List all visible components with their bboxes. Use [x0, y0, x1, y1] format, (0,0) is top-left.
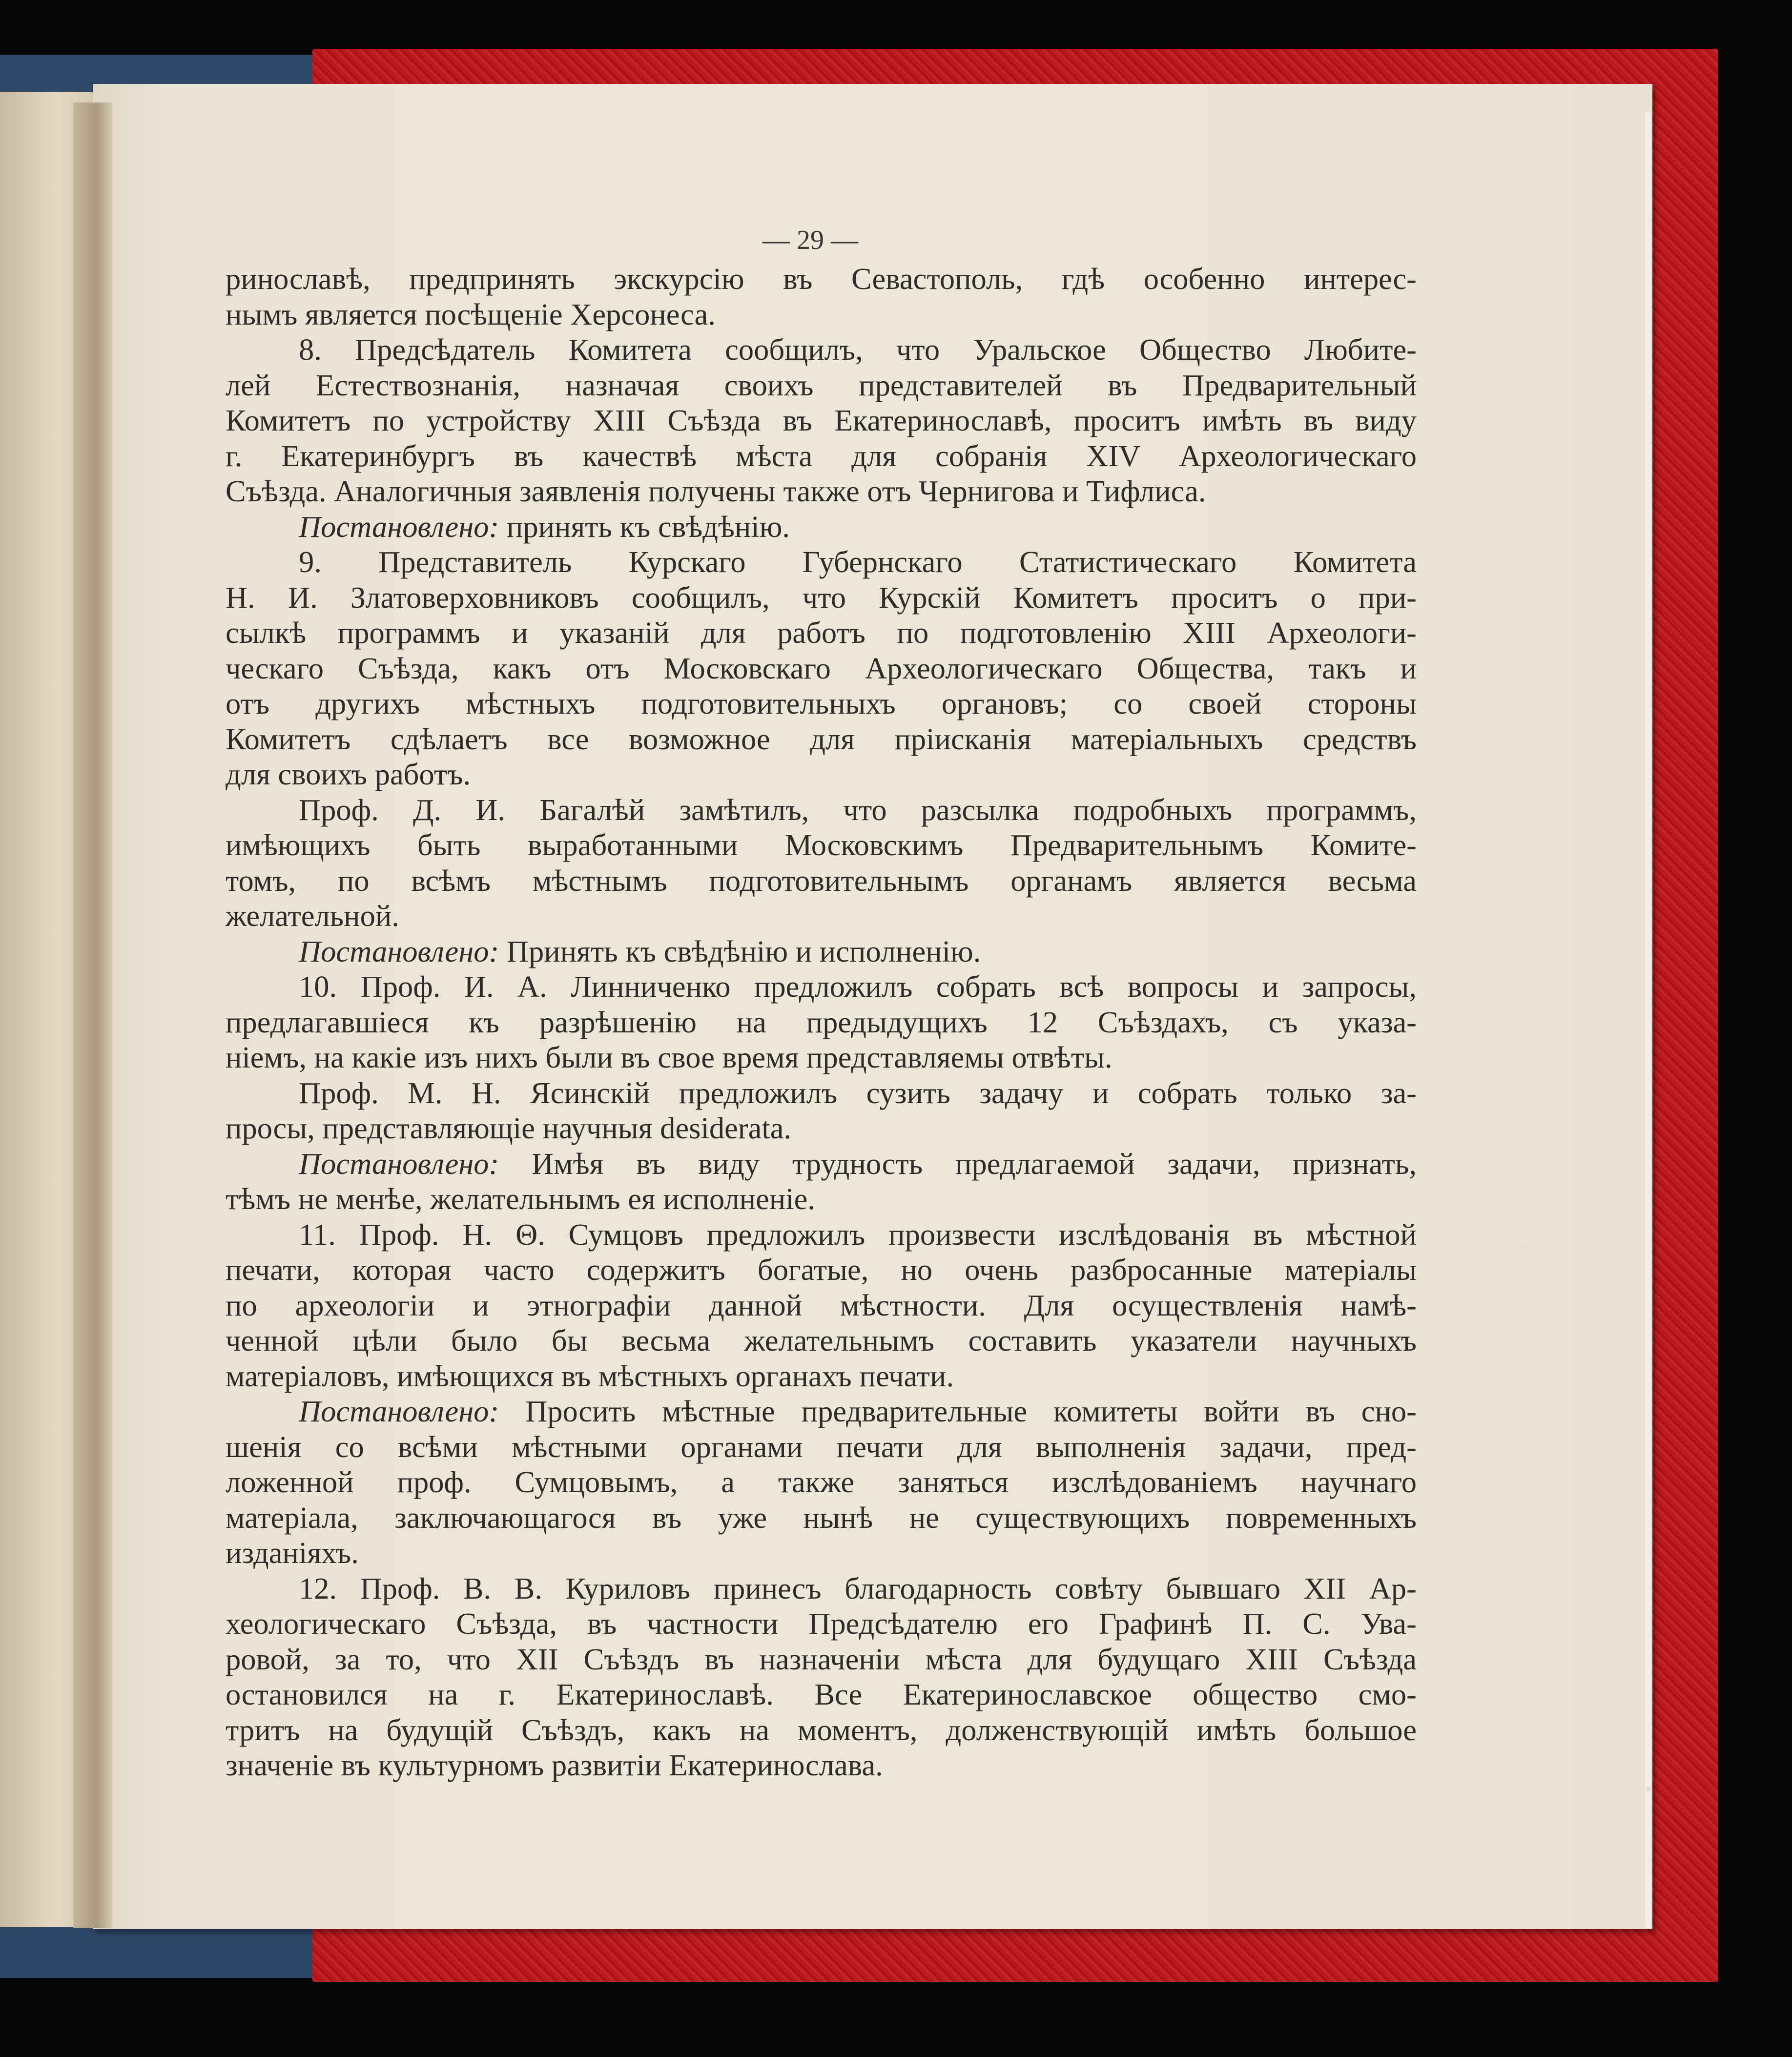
- line-text: 9. Представитель Курскаго Губернскаго Статистическаго Комитета: [299, 545, 1417, 579]
- text-line: [226, 1394, 1417, 1429]
- text-line: [226, 1111, 1417, 1146]
- line-text: сылкѣ программъ и указаній для работъ по подготовленію XIII Археологи-: [226, 616, 1417, 650]
- line-text: по археологіи и этнографіи данной мѣстности. Для осуществленія намѣ-: [226, 1288, 1417, 1322]
- text-line: [226, 509, 1417, 545]
- line-text: шенія со всѣми мѣстными органами печати для выполненія задачи, пред-: [226, 1429, 1417, 1464]
- paragraph: [226, 934, 1417, 969]
- line-text: ринославѣ, предпринять экскурсію въ Севастополь, гдѣ особенно интерес-: [226, 262, 1417, 296]
- text-line: [226, 1571, 1417, 1606]
- line-text: желательной.: [226, 899, 399, 933]
- line-text: лей Естествознанія, назначая своихъ представителей въ Предварительный: [226, 368, 1417, 402]
- text-line: [226, 721, 1417, 757]
- line-text: просы, представляющіе научныя desiderata.: [226, 1111, 792, 1145]
- text-line: [226, 1500, 1417, 1536]
- text-line: [226, 1358, 1417, 1394]
- line-text: тѣмъ не менѣе, желательнымъ ея исполненіе.: [226, 1182, 816, 1216]
- line-text: Комитетъ сдѣлаетъ все возможное для пріисканія матеріальныхъ средствъ: [226, 721, 1417, 756]
- paragraph: [226, 969, 1417, 1075]
- paragraph: [226, 1075, 1417, 1146]
- line-text: Проф. М. Н. Ясинскій предложилъ сузить задачу и собрать только за-: [299, 1075, 1417, 1110]
- resolution-label: Постановлено:: [299, 1146, 499, 1181]
- line-text: 8. Предсѣдатель Комитета сообщилъ, что Уральское Общество Любите-: [299, 332, 1417, 367]
- text-line: [226, 368, 1417, 403]
- line-text: хеологическаго Съѣзда, въ частности Предсѣдателю его Графинѣ П. С. Ува-: [226, 1606, 1417, 1641]
- line-text: ложенной проф. Сумцовымъ, а также заняться изслѣдованіемъ научнаго: [226, 1465, 1417, 1499]
- text-line: [226, 261, 1417, 297]
- text-line: [226, 792, 1417, 828]
- line-text: Комитетъ по устройству XIII Съѣзда въ Екатеринославѣ, проситъ имѣть въ виду: [226, 403, 1417, 437]
- line-text: ніемъ, на какіе изъ нихъ были въ свое время представляемы отвѣты.: [226, 1040, 1112, 1074]
- resolution-label: Постановлено:: [299, 934, 499, 968]
- paragraph: [226, 544, 1417, 792]
- text-line: [226, 969, 1417, 1005]
- text-line: [226, 1429, 1417, 1465]
- paragraph: [226, 1146, 1417, 1217]
- text-line: [226, 1642, 1417, 1677]
- text-line: [226, 1181, 1417, 1217]
- line-text: Принять къ свѣдѣнію и исполненію.: [499, 934, 981, 968]
- page-text: [226, 261, 1417, 1783]
- line-text: Имѣя въ виду трудность предлагаемой задачи, признать,: [499, 1146, 1417, 1181]
- line-text: принять къ свѣдѣнію.: [499, 509, 790, 544]
- text-line: [226, 686, 1417, 721]
- line-text: предлагавшіеся къ разрѣшенію на предыдущихъ 12 Съѣздахъ, съ указа-: [226, 1005, 1417, 1039]
- paragraph: [226, 1217, 1417, 1394]
- paragraph: [226, 792, 1417, 934]
- text-line: [226, 615, 1417, 651]
- page-number: — 29 —: [762, 225, 858, 255]
- paragraph: [226, 1394, 1417, 1571]
- text-line: [226, 1323, 1417, 1358]
- text-line: [226, 473, 1417, 509]
- resolution-label: Постановлено:: [299, 509, 499, 544]
- text-line: [226, 403, 1417, 438]
- page-gutter: [73, 103, 112, 1928]
- text-line: [226, 297, 1417, 332]
- line-text: г. Екатеринбургъ въ качествѣ мѣста для собранія XIV Археологическаго: [226, 438, 1417, 473]
- paragraph: [226, 261, 1417, 332]
- resolution-label: Постановлено:: [299, 1394, 499, 1428]
- text-line: [226, 438, 1417, 474]
- text-line: [226, 580, 1417, 616]
- text-line: [226, 827, 1417, 863]
- line-text: ческаго Съѣзда, какъ отъ Московскаго Археологическаго Общества, такъ и: [226, 651, 1417, 685]
- line-text: матеріала, заключающагося въ уже нынѣ не существующихъ повременныхъ: [226, 1500, 1417, 1535]
- line-text: имѣющихъ быть выработанными Московскимъ Предварительнымъ Комите-: [226, 828, 1417, 862]
- text-line: [226, 1146, 1417, 1182]
- text-line: [226, 1288, 1417, 1323]
- paragraph: [226, 1571, 1417, 1783]
- text-line: [226, 898, 1417, 934]
- line-text: матеріаловъ, имѣющихся въ мѣстныхъ органахъ печати.: [226, 1358, 954, 1393]
- text-line: [226, 1075, 1417, 1111]
- line-text: тритъ на будущій Съѣздъ, какъ на моментъ, долженствующій имѣть большое: [226, 1712, 1417, 1747]
- text-line: [226, 757, 1417, 792]
- text-line: [226, 1217, 1417, 1253]
- text-line: [226, 934, 1417, 969]
- line-text: нымъ является посѣщеніе Херсонеса.: [226, 297, 716, 331]
- line-text: 11. Проф. Н. Θ. Сумцовъ предложилъ произвести изслѣдованія въ мѣстной: [299, 1217, 1417, 1252]
- text-line: [226, 1606, 1417, 1642]
- text-line: [226, 651, 1417, 686]
- text-line: [226, 1464, 1417, 1500]
- line-text: для своихъ работъ.: [226, 757, 471, 791]
- line-text: 12. Проф. В. В. Куриловъ принесъ благодарность совѣту бывшаго XII Ар-: [299, 1571, 1417, 1605]
- text-line: [226, 1748, 1417, 1783]
- line-text: 10. Проф. И. А. Линниченко предложилъ собрать всѣ вопросы и запросы,: [299, 969, 1417, 1004]
- line-text: ровой, за то, что XII Съѣздъ въ назначеніи мѣста для будущаго XIII Съѣзда: [226, 1642, 1417, 1676]
- text-line: [226, 1677, 1417, 1712]
- text-line: [226, 1252, 1417, 1288]
- line-text: печати, которая часто содержитъ богатые, но очень разбросанные матеріалы: [226, 1253, 1417, 1287]
- line-text: изданіяхъ.: [226, 1536, 359, 1570]
- line-text: Проф. Д. И. Багалѣй замѣтилъ, что разсылка подробныхъ программъ,: [299, 792, 1417, 827]
- paragraph: [226, 332, 1417, 509]
- text-line: [226, 1712, 1417, 1748]
- text-line: [226, 1535, 1417, 1571]
- text-line: [226, 544, 1417, 580]
- line-text: значеніе въ культурномъ развитіи Екатеринослава.: [226, 1748, 883, 1782]
- paragraph: [226, 509, 1417, 545]
- speck: [1646, 1787, 1651, 1791]
- text-line: [226, 1005, 1417, 1040]
- line-text: томъ, по всѣмъ мѣстнымъ подготовительнымъ органамъ является весьма: [226, 863, 1417, 898]
- line-text: отъ другихъ мѣстныхъ подготовительныхъ органовъ; со своей стороны: [226, 686, 1417, 720]
- text-line: [226, 863, 1417, 899]
- line-text: Просить мѣстные предварительные комитеты войти въ сно-: [499, 1394, 1417, 1428]
- speck: [1521, 1245, 1525, 1250]
- line-text: ченной цѣли было бы весьма желательнымъ составить указатели научныхъ: [226, 1323, 1417, 1358]
- text-line: [226, 1040, 1417, 1075]
- text-line: [226, 332, 1417, 368]
- line-text: остановился на г. Екатеринославѣ. Все Екатеринославское общество смо-: [226, 1677, 1417, 1711]
- page-edge: [1645, 112, 1651, 1928]
- line-text: Н. И. Златоверховниковъ сообщилъ, что Курскій Комитетъ проситъ о при-: [226, 580, 1417, 615]
- line-text: Съѣзда. Аналогичныя заявленія получены также отъ Чернигова и Тифлиса.: [226, 474, 1206, 508]
